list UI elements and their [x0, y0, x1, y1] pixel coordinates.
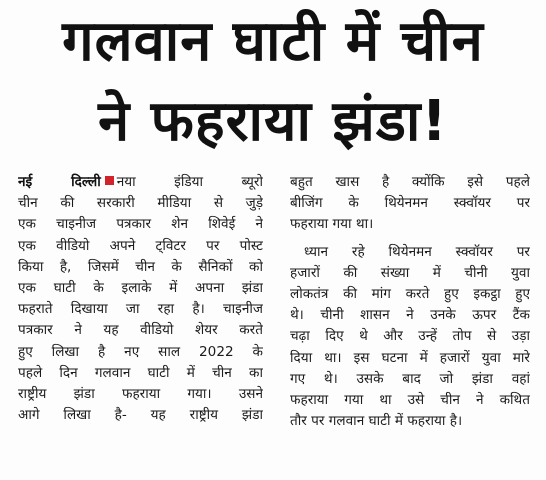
article-right-column	[290, 172, 530, 432]
article-line: एक चाइनीज पत्रकार शेन शिवेई ने	[18, 216, 263, 233]
headline-line-1: गलवान घाटी में चीन	[62, 9, 484, 74]
article-line: हुए लिखा है नए साल 2022 के	[18, 343, 263, 360]
article-line: हजारों की संख्या में चीनी युवा	[290, 264, 530, 281]
dateline: नई दिल्ली	[18, 174, 101, 190]
article-line: पहले दिन गलवान घाटी में चीन का	[18, 364, 263, 381]
article-line: राष्ट्रीय झंडा फहराया गया। उसने	[18, 385, 263, 402]
headline-line-2: ने फहराया झंडा!	[98, 89, 448, 154]
article-line: किया है, जिसमें चीन के सैनिकों को	[18, 258, 263, 275]
article-line: पत्रकार ने यह वीडियो शेयर करते	[18, 322, 263, 339]
article-line: दिया था। इस घटना में हजारों युवा मारे	[290, 349, 530, 366]
article-line: चीन की सरकारी मीडिया से जुड़े	[18, 195, 263, 212]
article-line: ध्यान रहे थियेनमन स्क्वॉयर पर	[304, 243, 530, 260]
article-line: बीजिंग के थियेनमन स्क्वॉयर पर	[290, 195, 530, 212]
article-line: लोकतंत्र की मांग करते हुए इकट्ठा हुए	[290, 285, 530, 302]
article-line: फहराया गया था उसे चीन ने कथित	[290, 391, 530, 408]
article-line: एक वीडियो अपने ट्विटर पर पोस्ट	[18, 237, 263, 254]
article-line: चढ़ा दिए थे और उन्हें तोप से उड़ा	[290, 328, 530, 345]
article-line: एक घाटी के इलाके में अपना झंडा	[18, 279, 263, 296]
article-first-line	[18, 172, 263, 193]
article-line: फहराते दिखाया जा रहा है। चाइनीज	[18, 301, 263, 318]
article-line: थे। चीनी शासन ने उनके ऊपर टैंक	[290, 307, 530, 324]
article-line: फहराया गया था।	[290, 216, 374, 233]
article-line: गए थे। उसके बाद जो झंडा वहां	[290, 370, 530, 387]
article-left-column	[18, 172, 263, 426]
dateline-bullet-icon	[105, 176, 114, 185]
article-line: तौर पर गलवान घाटी में फहराया है।	[290, 413, 463, 430]
byline: नया इंडिया ब्यूरो	[116, 174, 263, 190]
article-line: आगे लिखा है- यह राष्ट्रीय झंडा	[18, 407, 263, 424]
article-line: बहुत खास है क्योंकि इसे पहले	[290, 174, 530, 190]
